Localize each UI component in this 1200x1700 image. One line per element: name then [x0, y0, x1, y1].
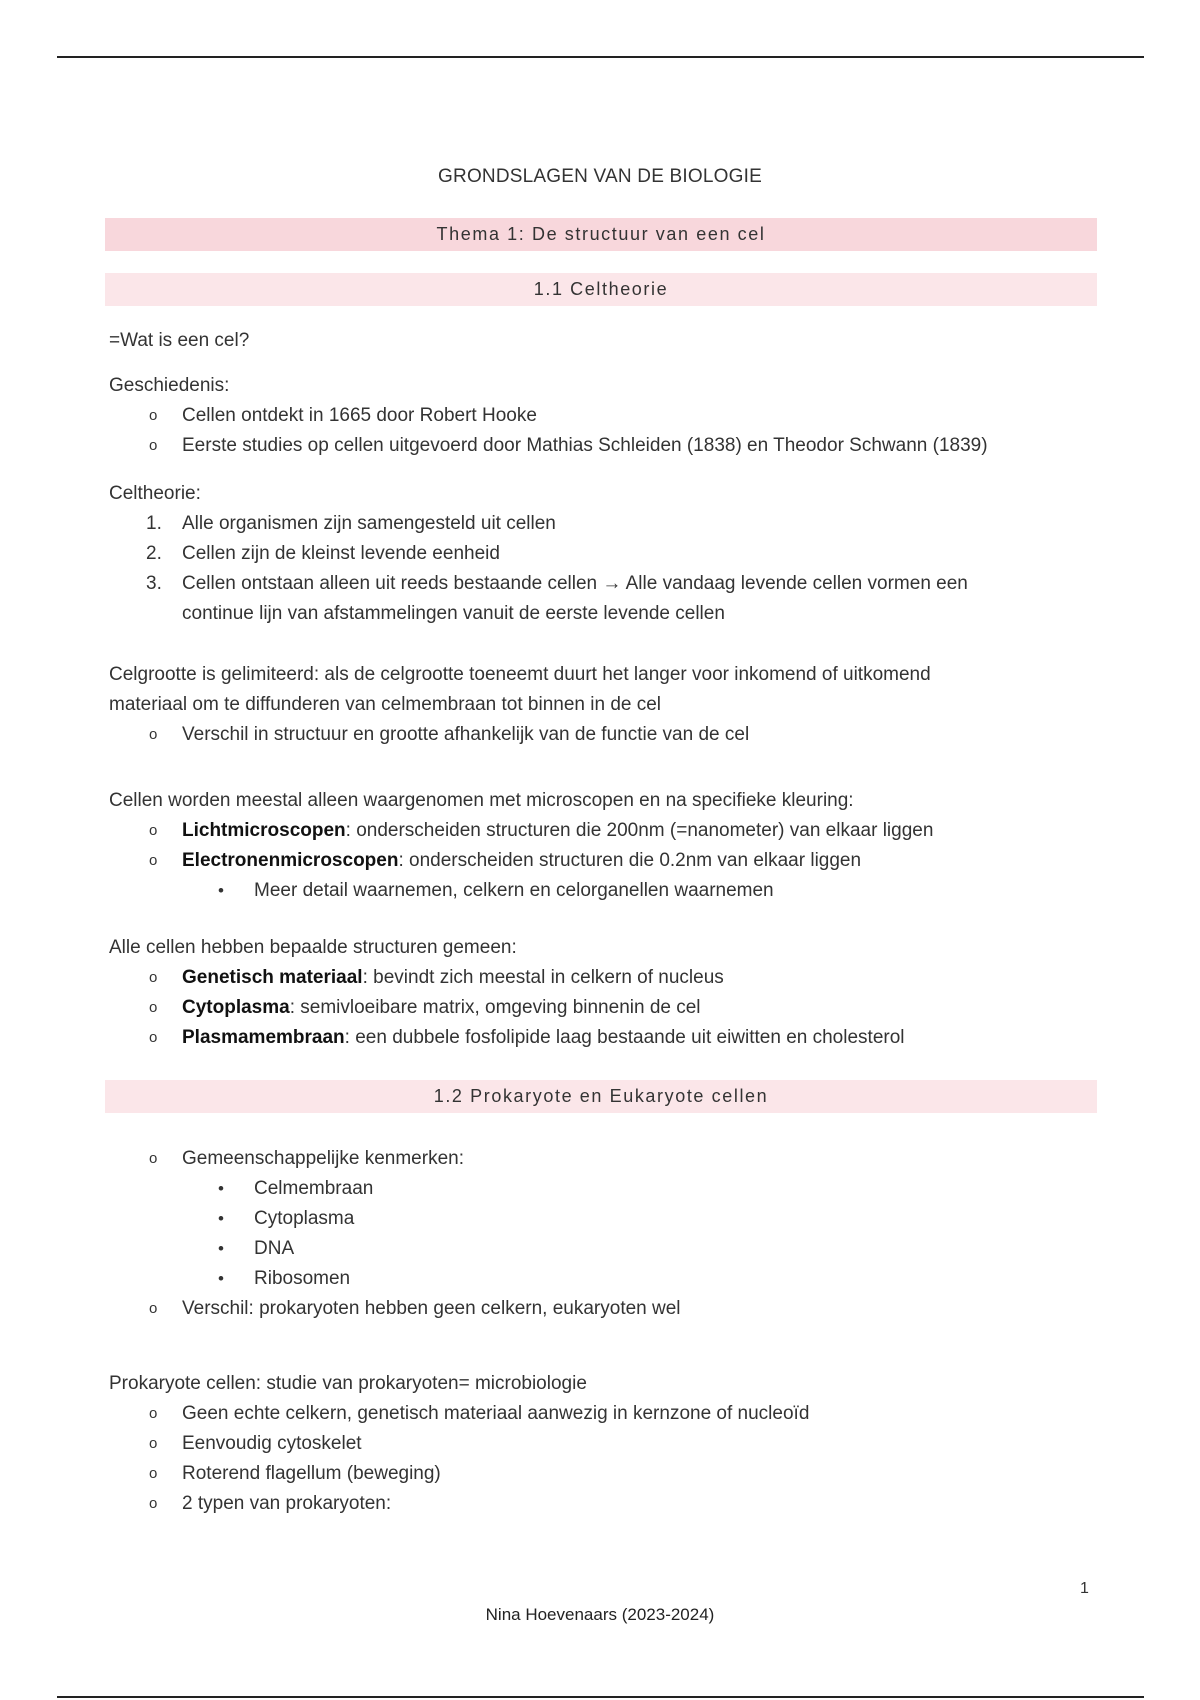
shared-features-block [109, 1144, 1069, 1324]
circle-bullet-icon: o [149, 1150, 158, 1167]
common-structures-block [109, 933, 1069, 1053]
theme-heading-band [105, 218, 1097, 251]
list-item: o Genetisch materiaal: bevindt zich meestal in celkern of nucleus [109, 963, 1069, 993]
circle-bullet-icon: o [149, 1495, 158, 1512]
sub-list-item: • Ribosomen [109, 1264, 1069, 1294]
bullet-icon: • [218, 1179, 224, 1198]
circle-bullet-icon: o [149, 852, 158, 869]
common-intro: Alle cellen hebben bepaalde structuren gemeen: [109, 937, 517, 958]
circle-bullet-icon: o [149, 407, 158, 424]
numbered-item: 2. Cellen zijn de kleinst levende eenheid [146, 543, 500, 564]
circle-bullet-icon: o [149, 437, 158, 454]
microscope-block [109, 786, 1069, 906]
sub-list-item: • Cytoplasma [109, 1204, 1069, 1234]
theory-label: Celtheorie: [109, 483, 201, 504]
history-label: Geschiedenis: [109, 375, 230, 396]
section-1-heading: 1.1 Celtheorie [533, 279, 669, 299]
question-text: =Wat is een cel? [109, 330, 250, 351]
circle-bullet-icon: o [149, 1405, 158, 1422]
prokaryote-block [109, 1369, 1069, 1519]
circle-bullet-icon: o [149, 1465, 158, 1482]
list-item: o Verschil: prokaryoten hebben geen celkern, eukaryoten wel [109, 1294, 1069, 1324]
sub-list-item: • DNA [109, 1234, 1069, 1264]
section-1-heading-band [105, 273, 1097, 306]
list-item: o Cellen ontdekt in 1665 door Robert Hooke [109, 401, 1069, 431]
list-item: o Verschil in structuur en grootte afhankelijk van de functie van de cel [109, 720, 1069, 750]
section-1-content [109, 326, 1069, 356]
list-item: o 2 typen van prokaryoten: [109, 1489, 1069, 1519]
list-item: o Gemeenschappelijke kenmerken: [109, 1144, 1069, 1174]
circle-bullet-icon: o [149, 999, 158, 1016]
circle-bullet-icon: o [149, 1435, 158, 1452]
list-item: o Eenvoudig cytoskelet [109, 1429, 1069, 1459]
footer-author: Nina Hoevenaars (2023-2024) [485, 1605, 715, 1624]
list-item: o Lichtmicroscopen: onderscheiden structuren die 200nm (=nanometer) van elkaar liggen [109, 816, 1069, 846]
circle-bullet-icon: o [149, 1029, 158, 1046]
cell-size-text: Celgrootte is gelimiteerd: als de celgrootte toeneemt duurt het langer voor inkomend of uitkomend [109, 664, 931, 685]
bottom-rule [57, 1696, 1144, 1698]
bullet-icon: • [218, 1209, 224, 1228]
list-item: o Geen echte celkern, genetisch materiaal aanwezig in kernzone of nucleoïd [109, 1399, 1069, 1429]
microscope-intro: Cellen worden meestal alleen waargenomen met microscopen en na specifieke kleuring: [109, 790, 854, 811]
list-item: o Cytoplasma: semivloeibare matrix, omgeving binnenin de cel [109, 993, 1069, 1023]
numbered-item: 1. Alle organismen zijn samengesteld uit cellen [146, 513, 556, 534]
sub-list-item: • Meer detail waarnemen, celkern en celorganellen waarnemen [109, 876, 1069, 906]
sub-list-item: • Celmembraan [109, 1174, 1069, 1204]
theory-block [109, 479, 1069, 629]
numbered-item: 3. Cellen ontstaan alleen uit reeds bestaande cellen → Alle vandaag levende cellen vormen een [146, 573, 968, 594]
list-item: o Plasmamembraan: een dubbele fosfolipide laag bestaande uit eiwitten en cholesterol [109, 1023, 1069, 1053]
list-item: o Electronenmicroscopen: onderscheiden structuren die 0.2nm van elkaar liggen [109, 846, 1069, 876]
cell-size-text-cont: materiaal om te diffunderen van celmembraan tot binnen in de cel [109, 694, 662, 715]
document-title: GRONDSLAGEN VAN DE BIOLOGIE [438, 166, 762, 187]
top-rule [57, 56, 1144, 58]
cell-size-block [109, 660, 1069, 750]
history-block [109, 371, 1069, 461]
numbered-item-continuation: continue lijn van afstammelingen vanuit de eerste levende cellen [182, 603, 725, 624]
bullet-icon: • [218, 1269, 224, 1288]
bullet-icon: • [218, 1239, 224, 1258]
section-2-heading: 1.2 Prokaryote en Eukaryote cellen [433, 1086, 769, 1106]
circle-bullet-icon: o [149, 726, 158, 743]
circle-bullet-icon: o [149, 822, 158, 839]
circle-bullet-icon: o [149, 1300, 158, 1317]
list-item: o Eerste studies op cellen uitgevoerd door Mathias Schleiden (1838) en Theodor Schwann (1839) [109, 431, 1069, 461]
list-item: o Roterend flagellum (beweging) [109, 1459, 1069, 1489]
theme-heading: Thema 1: De structuur van een cel [436, 224, 766, 244]
circle-bullet-icon: o [149, 969, 158, 986]
page-number: 1 [1080, 1580, 1089, 1597]
section-2-heading-band [105, 1080, 1097, 1113]
bullet-icon: • [218, 881, 224, 900]
prokaryote-intro: Prokaryote cellen: studie van prokaryoten= microbiologie [109, 1373, 587, 1394]
